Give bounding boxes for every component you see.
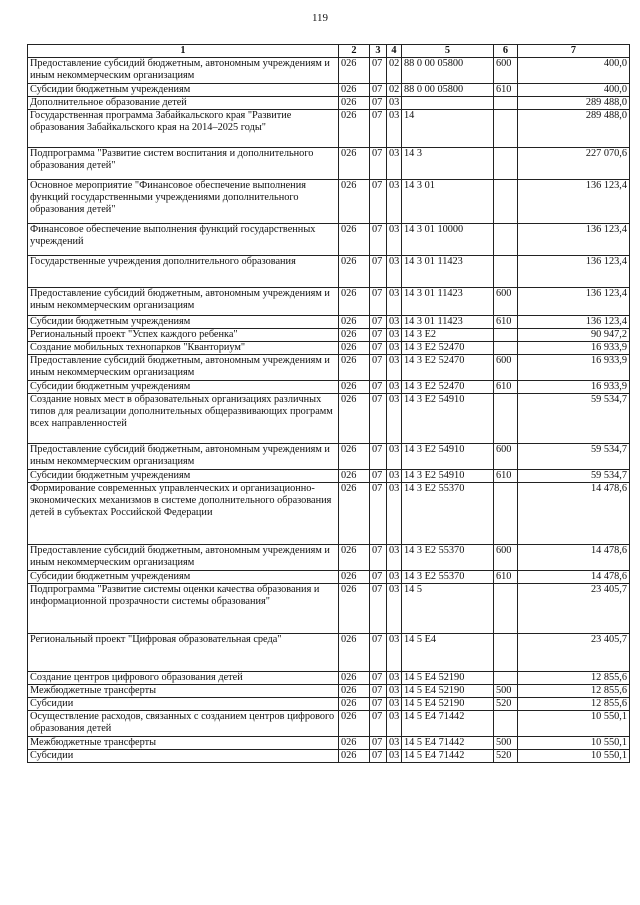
col-subsection-cell: 03 — [387, 316, 402, 329]
col-section-cell: 07 — [370, 711, 387, 737]
col-section-cell: 07 — [370, 672, 387, 685]
col-section-cell: 07 — [370, 180, 387, 224]
col-ministry-cell: 026 — [339, 97, 370, 110]
col-target-article-cell: 14 5 E4 71442 — [402, 750, 494, 763]
table-row — [28, 342, 630, 355]
col-amount-cell: 14 478,6 — [518, 545, 630, 571]
col-subsection-cell: 03 — [387, 288, 402, 316]
col-target-article-cell: 14 3 01 11423 — [402, 316, 494, 329]
col-target-article-cell: 14 5 E4 — [402, 634, 494, 672]
table-row — [28, 584, 630, 634]
col-name-cell: Субсидии бюджетным учреждениям — [28, 571, 339, 584]
col-name-cell: Создание новых мест в образовательных организациях различных типов для реализации дополнительных общеразвивающих программ всех направленностей — [28, 394, 339, 444]
col-expense-type-cell: 600 — [494, 355, 518, 381]
col-amount-cell: 16 933,9 — [518, 355, 630, 381]
col-subsection-cell: 03 — [387, 148, 402, 180]
col-subsection-cell: 03 — [387, 224, 402, 256]
col-name-cell: Государственные учреждения дополнительного образования — [28, 256, 339, 288]
col-name-cell: Формирование современных управленческих и организационно-экономических механизмов в системе дополнительного образования детей в субъектах Российской Федерации — [28, 483, 339, 545]
col-ministry-cell: 026 — [339, 148, 370, 180]
col-expense-type-cell: 610 — [494, 571, 518, 584]
col-name-cell: Предоставление субсидий бюджетным, автономным учреждениям и иным некоммерческим организациям — [28, 545, 339, 571]
col-section-cell: 07 — [370, 470, 387, 483]
table-row — [28, 672, 630, 685]
col-name-cell: Подпрограмма "Развитие систем воспитания и дополнительного образования детей" — [28, 148, 339, 180]
col-target-article-cell: 14 3 E2 54910 — [402, 470, 494, 483]
table-row — [28, 685, 630, 698]
col-section-cell: 07 — [370, 685, 387, 698]
col-target-article-cell: 14 3 E2 55370 — [402, 545, 494, 571]
col-subsection-cell: 02 — [387, 58, 402, 84]
col-ministry-cell: 026 — [339, 737, 370, 750]
col-expense-type-cell: 600 — [494, 545, 518, 571]
col-name-cell: Субсидии — [28, 698, 339, 711]
table-row — [28, 571, 630, 584]
col-target-article-cell: 88 0 00 05800 — [402, 84, 494, 97]
col-expense-type-cell — [494, 329, 518, 342]
table-row — [28, 316, 630, 329]
col-target-article-cell: 14 3 01 11423 — [402, 288, 494, 316]
table-row — [28, 698, 630, 711]
table-row — [28, 256, 630, 288]
col-section-cell: 07 — [370, 84, 387, 97]
col-amount-cell: 227 070,6 — [518, 148, 630, 180]
col-subsection-cell: 03 — [387, 470, 402, 483]
col-subsection-cell: 03 — [387, 329, 402, 342]
col-amount-cell: 14 478,6 — [518, 571, 630, 584]
col-amount-cell: 289 488,0 — [518, 97, 630, 110]
table-row — [28, 355, 630, 381]
col-target-article-cell: 14 3 01 11423 — [402, 256, 494, 288]
col-ministry-cell: 026 — [339, 355, 370, 381]
table-row — [28, 381, 630, 394]
col-ministry-cell: 026 — [339, 672, 370, 685]
col-amount-cell: 12 855,6 — [518, 685, 630, 698]
col-amount-cell: 136 123,4 — [518, 316, 630, 329]
col-amount-cell: 10 550,1 — [518, 737, 630, 750]
col-ministry-cell: 026 — [339, 329, 370, 342]
col-expense-type-cell — [494, 584, 518, 634]
col-section-cell: 07 — [370, 698, 387, 711]
col-section-cell: 07 — [370, 342, 387, 355]
col-ministry-cell: 026 — [339, 711, 370, 737]
table-row — [28, 483, 630, 545]
col-target-article-cell: 14 5 E4 52190 — [402, 698, 494, 711]
col-section-cell: 07 — [370, 634, 387, 672]
col-name-cell: Предоставление субсидий бюджетным, автономным учреждениям и иным некоммерческим организациям — [28, 355, 339, 381]
col-amount-cell: 23 405,7 — [518, 634, 630, 672]
col-subsection-cell: 03 — [387, 483, 402, 545]
header-col-section: 3 — [370, 45, 387, 58]
col-expense-type-cell: 610 — [494, 470, 518, 483]
table-row — [28, 444, 630, 470]
col-subsection-cell: 03 — [387, 180, 402, 224]
col-section-cell: 07 — [370, 256, 387, 288]
col-target-article-cell: 14 3 01 — [402, 180, 494, 224]
col-target-article-cell: 14 3 E2 55370 — [402, 571, 494, 584]
col-name-cell: Региональный проект "Цифровая образовательная среда" — [28, 634, 339, 672]
col-subsection-cell: 03 — [387, 256, 402, 288]
col-target-article-cell: 14 3 E2 54910 — [402, 444, 494, 470]
col-name-cell: Межбюджетные трансферты — [28, 737, 339, 750]
col-ministry-cell: 026 — [339, 545, 370, 571]
col-name-cell: Осуществление расходов, связанных с созданием центров цифрового образования детей — [28, 711, 339, 737]
col-subsection-cell: 03 — [387, 672, 402, 685]
col-ministry-cell: 026 — [339, 180, 370, 224]
col-subsection-cell: 03 — [387, 97, 402, 110]
col-amount-cell: 400,0 — [518, 84, 630, 97]
col-name-cell: Предоставление субсидий бюджетным, автономным учреждениям и иным некоммерческим организациям — [28, 288, 339, 316]
col-section-cell: 07 — [370, 750, 387, 763]
col-amount-cell: 136 123,4 — [518, 288, 630, 316]
col-amount-cell: 16 933,9 — [518, 381, 630, 394]
col-amount-cell: 59 534,7 — [518, 470, 630, 483]
col-section-cell: 07 — [370, 288, 387, 316]
col-subsection-cell: 03 — [387, 394, 402, 444]
col-expense-type-cell — [494, 634, 518, 672]
col-name-cell: Создание центров цифрового образования детей — [28, 672, 339, 685]
col-section-cell: 07 — [370, 381, 387, 394]
col-target-article-cell: 14 3 E2 55370 — [402, 483, 494, 545]
col-expense-type-cell — [494, 148, 518, 180]
col-ministry-cell: 026 — [339, 316, 370, 329]
col-expense-type-cell — [494, 224, 518, 256]
col-amount-cell: 12 855,6 — [518, 672, 630, 685]
col-expense-type-cell — [494, 672, 518, 685]
col-subsection-cell: 03 — [387, 750, 402, 763]
col-name-cell: Субсидии бюджетным учреждениям — [28, 381, 339, 394]
col-amount-cell: 289 488,0 — [518, 110, 630, 148]
col-subsection-cell: 03 — [387, 634, 402, 672]
table-row — [28, 634, 630, 672]
col-ministry-cell: 026 — [339, 571, 370, 584]
table-row — [28, 394, 630, 444]
col-expense-type-cell — [494, 256, 518, 288]
col-subsection-cell: 03 — [387, 342, 402, 355]
col-amount-cell: 10 550,1 — [518, 711, 630, 737]
col-ministry-cell: 026 — [339, 256, 370, 288]
col-amount-cell: 136 123,4 — [518, 224, 630, 256]
col-target-article-cell: 14 3 — [402, 148, 494, 180]
col-name-cell: Государственная программа Забайкальского края "Развитие образования Забайкальского края на 2014–2025 годы" — [28, 110, 339, 148]
col-expense-type-cell: 610 — [494, 84, 518, 97]
table-row — [28, 737, 630, 750]
col-amount-cell: 59 534,7 — [518, 444, 630, 470]
col-expense-type-cell — [494, 483, 518, 545]
col-ministry-cell: 026 — [339, 584, 370, 634]
col-ministry-cell: 026 — [339, 634, 370, 672]
page-number: 119 — [311, 12, 329, 24]
col-section-cell: 07 — [370, 316, 387, 329]
col-ministry-cell: 026 — [339, 444, 370, 470]
budget-table — [27, 44, 630, 763]
table-row — [28, 58, 630, 84]
table-row — [28, 110, 630, 148]
col-target-article-cell: 14 5 E4 71442 — [402, 711, 494, 737]
col-expense-type-cell — [494, 180, 518, 224]
col-section-cell: 07 — [370, 545, 387, 571]
col-target-article-cell: 14 — [402, 110, 494, 148]
col-section-cell: 07 — [370, 110, 387, 148]
col-name-cell: Региональный проект "Успех каждого ребенка" — [28, 329, 339, 342]
col-expense-type-cell — [494, 711, 518, 737]
col-subsection-cell: 03 — [387, 584, 402, 634]
col-subsection-cell: 03 — [387, 737, 402, 750]
col-name-cell: Субсидии бюджетным учреждениям — [28, 470, 339, 483]
col-ministry-cell: 026 — [339, 381, 370, 394]
col-ministry-cell: 026 — [339, 470, 370, 483]
col-name-cell: Субсидии бюджетным учреждениям — [28, 316, 339, 329]
col-target-article-cell: 14 5 E4 52190 — [402, 685, 494, 698]
col-amount-cell: 90 947,2 — [518, 329, 630, 342]
col-subsection-cell: 03 — [387, 355, 402, 381]
col-target-article-cell: 14 3 E2 54910 — [402, 394, 494, 444]
col-subsection-cell: 03 — [387, 381, 402, 394]
col-name-cell: Предоставление субсидий бюджетным, автономным учреждениям и иным некоммерческим организациям — [28, 444, 339, 470]
table-row — [28, 180, 630, 224]
col-ministry-cell: 026 — [339, 698, 370, 711]
col-section-cell: 07 — [370, 224, 387, 256]
table-body — [28, 58, 630, 763]
col-subsection-cell: 03 — [387, 685, 402, 698]
col-ministry-cell: 026 — [339, 110, 370, 148]
col-expense-type-cell: 600 — [494, 58, 518, 84]
header-col-subsection: 4 — [387, 45, 402, 58]
col-expense-type-cell — [494, 110, 518, 148]
col-ministry-cell: 026 — [339, 224, 370, 256]
table-row — [28, 224, 630, 256]
col-name-cell: Создание мобильных технопарков "Кванториум" — [28, 342, 339, 355]
col-expense-type-cell: 610 — [494, 316, 518, 329]
col-ministry-cell: 026 — [339, 342, 370, 355]
col-amount-cell: 59 534,7 — [518, 394, 630, 444]
col-section-cell: 07 — [370, 58, 387, 84]
col-amount-cell: 12 855,6 — [518, 698, 630, 711]
col-name-cell: Предоставление субсидий бюджетным, автономным учреждениям и иным некоммерческим организациям — [28, 58, 339, 84]
table-row — [28, 329, 630, 342]
col-expense-type-cell: 500 — [494, 685, 518, 698]
table-row — [28, 545, 630, 571]
col-section-cell: 07 — [370, 148, 387, 180]
col-subsection-cell: 03 — [387, 711, 402, 737]
col-expense-type-cell: 520 — [494, 750, 518, 763]
col-subsection-cell: 03 — [387, 444, 402, 470]
col-expense-type-cell: 520 — [494, 698, 518, 711]
col-amount-cell: 400,0 — [518, 58, 630, 84]
col-target-article-cell: 14 3 E2 — [402, 329, 494, 342]
col-amount-cell: 23 405,7 — [518, 584, 630, 634]
col-name-cell: Субсидии — [28, 750, 339, 763]
col-target-article-cell: 14 5 E4 71442 — [402, 737, 494, 750]
col-target-article-cell: 14 3 E2 52470 — [402, 355, 494, 381]
col-amount-cell: 10 550,1 — [518, 750, 630, 763]
col-ministry-cell: 026 — [339, 750, 370, 763]
table-row — [28, 470, 630, 483]
header-col-amount: 7 — [518, 45, 630, 58]
col-section-cell: 07 — [370, 444, 387, 470]
col-subsection-cell: 03 — [387, 545, 402, 571]
col-ministry-cell: 026 — [339, 394, 370, 444]
header-col-target-article: 5 — [402, 45, 494, 58]
col-amount-cell: 16 933,9 — [518, 342, 630, 355]
header-col-name: 1 — [28, 45, 339, 58]
col-amount-cell: 14 478,6 — [518, 483, 630, 545]
table-row — [28, 288, 630, 316]
col-section-cell: 07 — [370, 355, 387, 381]
col-amount-cell: 136 123,4 — [518, 256, 630, 288]
col-section-cell: 07 — [370, 394, 387, 444]
col-target-article-cell: 14 3 E2 52470 — [402, 381, 494, 394]
col-subsection-cell: 03 — [387, 571, 402, 584]
col-expense-type-cell: 610 — [494, 381, 518, 394]
table-row — [28, 148, 630, 180]
col-name-cell: Основное мероприятие "Финансовое обеспечение выполнения функций государственными учреждениями дополнительного образования детей" — [28, 180, 339, 224]
col-target-article-cell: 88 0 00 05800 — [402, 58, 494, 84]
col-subsection-cell: 02 — [387, 84, 402, 97]
table-row — [28, 84, 630, 97]
header-col-expense-type: 6 — [494, 45, 518, 58]
col-ministry-cell: 026 — [339, 58, 370, 84]
col-ministry-cell: 026 — [339, 288, 370, 316]
col-expense-type-cell: 500 — [494, 737, 518, 750]
col-section-cell: 07 — [370, 584, 387, 634]
table-row — [28, 97, 630, 110]
table-row — [28, 711, 630, 737]
col-expense-type-cell: 600 — [494, 444, 518, 470]
table-row — [28, 750, 630, 763]
col-section-cell: 07 — [370, 737, 387, 750]
col-name-cell: Межбюджетные трансферты — [28, 685, 339, 698]
col-ministry-cell: 026 — [339, 483, 370, 545]
header-col-ministry: 2 — [339, 45, 370, 58]
col-target-article-cell — [402, 97, 494, 110]
col-target-article-cell: 14 3 E2 52470 — [402, 342, 494, 355]
col-target-article-cell: 14 5 E4 52190 — [402, 672, 494, 685]
col-section-cell: 07 — [370, 97, 387, 110]
col-section-cell: 07 — [370, 329, 387, 342]
col-expense-type-cell — [494, 394, 518, 444]
col-name-cell: Подпрограмма "Развитие системы оценки качества образования и информационной прозрачности системы образования" — [28, 584, 339, 634]
col-expense-type-cell: 600 — [494, 288, 518, 316]
col-name-cell: Дополнительное образование детей — [28, 97, 339, 110]
col-subsection-cell: 03 — [387, 110, 402, 148]
col-subsection-cell: 03 — [387, 698, 402, 711]
col-expense-type-cell — [494, 342, 518, 355]
col-expense-type-cell — [494, 97, 518, 110]
col-name-cell: Финансовое обеспечение выполнения функций государственных учреждений — [28, 224, 339, 256]
col-name-cell: Субсидии бюджетным учреждениям — [28, 84, 339, 97]
header-row — [28, 45, 630, 58]
col-section-cell: 07 — [370, 483, 387, 545]
col-section-cell: 07 — [370, 571, 387, 584]
col-ministry-cell: 026 — [339, 84, 370, 97]
col-ministry-cell: 026 — [339, 685, 370, 698]
col-target-article-cell: 14 3 01 10000 — [402, 224, 494, 256]
col-target-article-cell: 14 5 — [402, 584, 494, 634]
col-amount-cell: 136 123,4 — [518, 180, 630, 224]
